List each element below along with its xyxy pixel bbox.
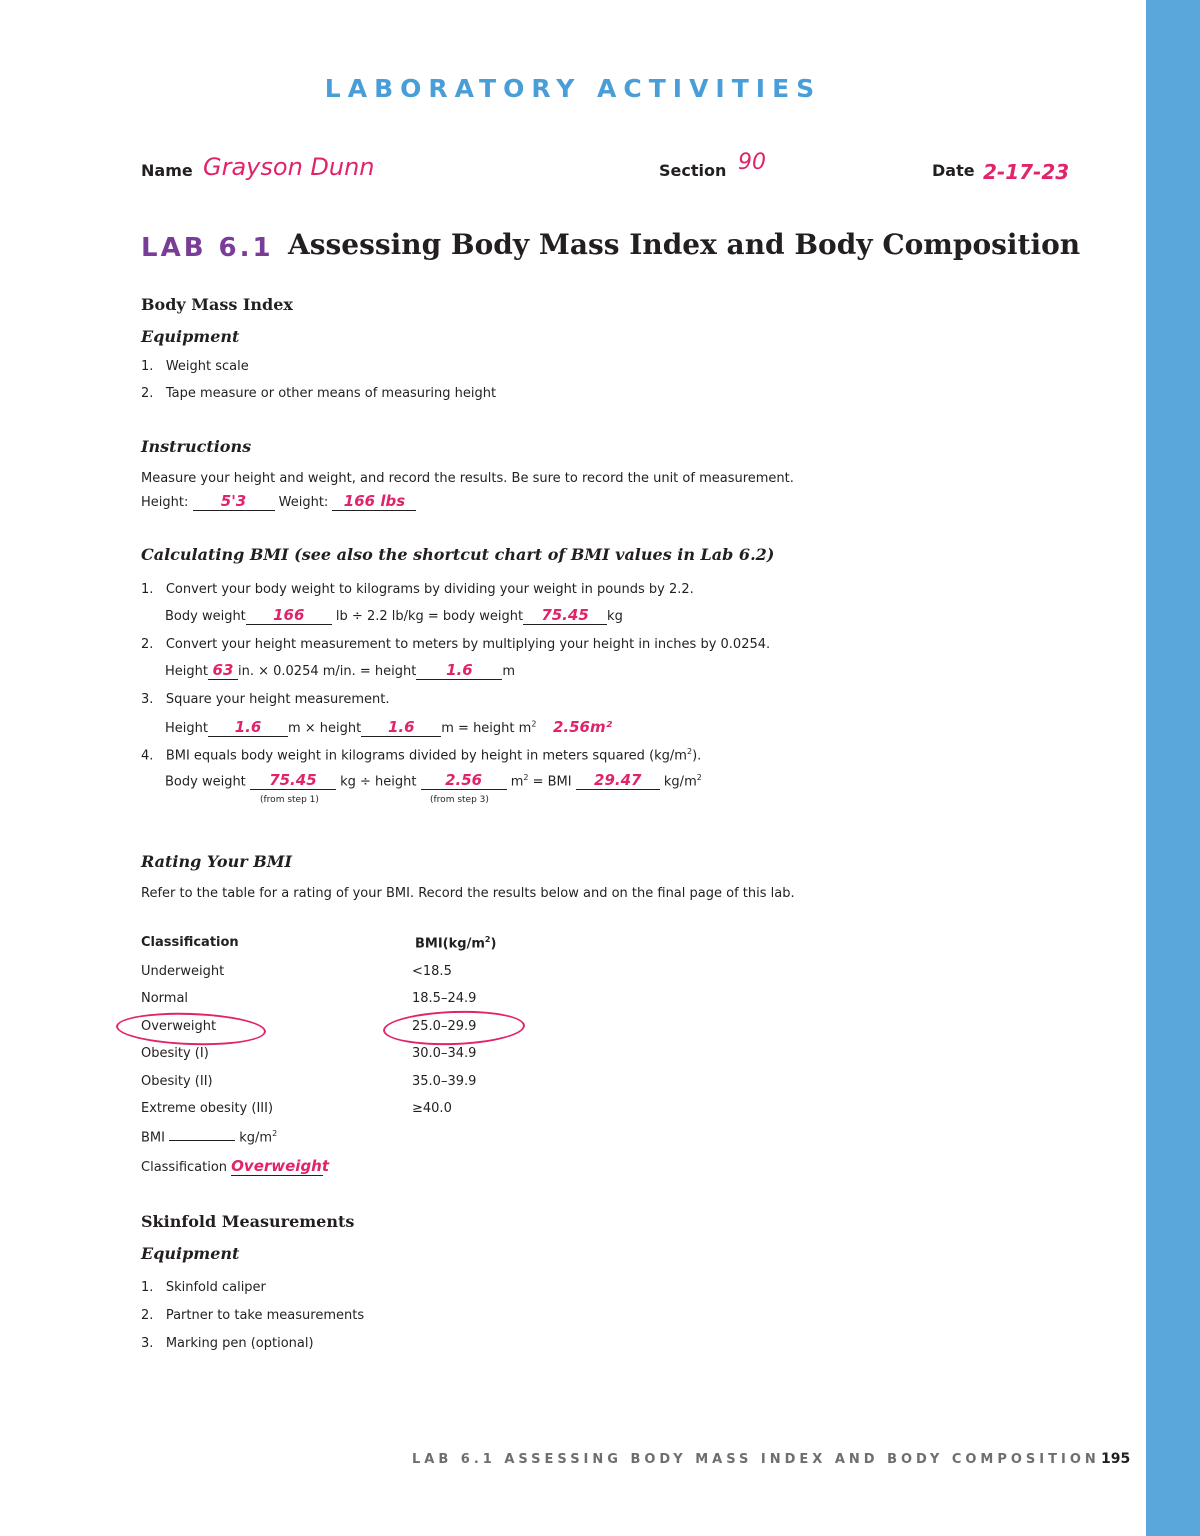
step4-label-d: = BMI (528, 774, 572, 790)
table-row-classification: Underweight (141, 964, 225, 979)
col-classification-header: Classification (141, 935, 239, 950)
overweight-circle-mark (115, 1010, 266, 1047)
step3-label-a: Height (165, 721, 208, 736)
lab-number: LAB 6.1 (141, 233, 274, 263)
step1-label-b: lb ÷ 2.2 lb/kg = body weight (335, 609, 524, 624)
step4-text: 4. BMI equals body weight in kilograms divided by height in meters squared $(kg/m^2)$. (141, 747, 702, 764)
bmi-result-line: BMI $kg/m^2$ (141, 1129, 278, 1146)
step2-value-2: 1.6 (446, 661, 473, 679)
table-row-bmi: 18.5–24.9 (412, 991, 477, 1006)
classification-result-line (141, 1157, 330, 1176)
step2-field-1[interactable] (208, 663, 238, 680)
step3-value-1: 1.6 (234, 718, 262, 736)
step4-label-e: kg/m (663, 774, 697, 790)
classification-result-field[interactable] (231, 1157, 330, 1176)
section-label: Section (659, 161, 727, 180)
step2-label-a: Height (165, 664, 208, 679)
step4-value-3: 29.47 (594, 771, 642, 790)
calc-heading: Calculating BMI (see also the shortcut chart of BMI values in Lab 6.2) (141, 545, 775, 564)
step3-label-b: m × height (287, 721, 362, 736)
height-field[interactable] (193, 494, 275, 511)
table-row-bmi: 35.0–39.9 (412, 1074, 477, 1089)
from-step1-note: (from step 1) (260, 795, 319, 805)
rating-heading: Rating Your BMI (141, 852, 292, 871)
page-number: 195 (1101, 1451, 1131, 1467)
weight-label: Weight: (278, 495, 329, 510)
step1-value-2: 75.45 (541, 606, 589, 624)
classification-result-value: Overweight (231, 1157, 330, 1175)
bmi-result-field[interactable] (169, 1140, 235, 1141)
equipment-item-label: Tape measure or other means of measuring height (165, 386, 497, 401)
step2-field-2[interactable] (416, 663, 502, 680)
skinfold-equipment-item: 3. Marking pen (optional) (141, 1336, 314, 1351)
table-row-classification: Obesity (II) (141, 1074, 213, 1089)
step3-text: 3. Square your height measurement. (141, 692, 390, 707)
rating-text: Refer to the table for a rating of your BMI. Record the results below and on the final page of this lab. (141, 886, 795, 901)
step2-label-c: m (502, 664, 516, 679)
step4-instruction: BMI equals body weight in kilograms divided by height in meters squared (kg/m (165, 748, 687, 764)
step1-instruction: Convert your body weight to kilograms by dividing your weight in pounds by 2.2. (165, 582, 694, 597)
section-value[interactable]: 90 (738, 150, 766, 175)
step1-label-a: Body weight (165, 609, 246, 624)
step4-value-1: 75.45 (269, 771, 317, 790)
page-edge-bar (1146, 0, 1200, 1536)
skinfold-equipment-label: Partner to take measurements (165, 1308, 365, 1323)
height-label: Height: (141, 495, 189, 510)
from-step3-note: (from step 3) (430, 795, 489, 805)
equipment-item-label: Weight scale (165, 359, 249, 374)
table-row-bmi: 25.0–29.9 (412, 1019, 477, 1034)
bmi-heading: Body Mass Index (141, 295, 293, 314)
date-value[interactable]: 2-17-23 (983, 160, 1070, 184)
step3-instruction: Square your height measurement. (165, 692, 390, 707)
step4-label-a: Body weight (165, 774, 246, 790)
step1-field-1[interactable] (246, 608, 332, 625)
table-row-bmi: ≥40.0 (412, 1101, 452, 1116)
step2-calc (165, 663, 515, 680)
table-row-bmi: 30.0–34.9 (412, 1046, 477, 1061)
table-row-classification: Extreme obesity (III) (141, 1101, 274, 1116)
step3-value-2: 1.6 (387, 718, 415, 736)
step4-field-1[interactable] (250, 773, 336, 790)
table-row-classification: Obesity (I) (141, 1046, 209, 1061)
weight-value: 166 lbs (343, 492, 406, 510)
step3-field-1[interactable] (208, 720, 288, 737)
step4-instruction-end: ). (692, 748, 702, 764)
step2-value-1: 63 (212, 661, 234, 679)
table-row-classification: Normal (141, 991, 189, 1006)
col-bmi-header: $BMI(kg/m^2)$ (415, 935, 497, 952)
step1-value-1: 166 (273, 606, 305, 624)
instructions-text: Measure your height and weight, and record the results. Be sure to record the unit of measurement. (141, 471, 794, 486)
skinfold-equipment-item: 1. Skinfold caliper (141, 1280, 266, 1295)
step3-calc: Height 1.6 m × height 1.6 m = height $m^2$ 2.56m² (165, 718, 613, 736)
equipment-item: 2. Tape measure or other means of measuring height (141, 386, 497, 401)
step4-calc: Body weight 75.45 kg ÷ height 2.56 $m^2$ = BMI 29.47 $kg/m^2$ (165, 771, 702, 790)
date-label: Date (932, 161, 975, 180)
lab-title: Assessing Body Mass Index and Body Composition (288, 228, 1081, 261)
name-label: Name (141, 161, 193, 180)
weight-field[interactable] (332, 494, 416, 511)
table-row-classification: Overweight (141, 1019, 217, 1034)
step2-text: 2. Convert your height measurement to meters by multiplying your height in inches by 0.0254. (141, 637, 771, 652)
step4-label-c: m (510, 774, 524, 790)
step4-field-3[interactable] (576, 773, 660, 790)
running-footer-title: LAB 6.1 ASSESSING BODY MASS INDEX AND BODY COMPOSITION (412, 1452, 1100, 1467)
overweight-bmi-circle-mark (382, 1009, 525, 1048)
height-value: 5'3 (220, 492, 247, 510)
page-header-title: LABORATORY ACTIVITIES (324, 74, 822, 103)
instructions-heading: Instructions (141, 437, 252, 456)
step3-label-c: m = height m (441, 721, 532, 736)
name-value[interactable]: Grayson Dunn (203, 153, 375, 181)
skinfold-equipment-heading: Equipment (141, 1244, 240, 1263)
height-weight-line (141, 494, 416, 511)
bmi-equipment-heading: Equipment (141, 327, 240, 346)
step4-label-b: kg ÷ height (340, 774, 417, 790)
skinfold-equipment-item: 2. Partner to take measurements (141, 1308, 365, 1323)
step2-instruction: Convert your height measurement to meters by multiplying your height in inches by 0.0254. (165, 637, 771, 652)
col-bmi-label: BMI(kg/m (415, 936, 485, 952)
col-bmi-label-end: ) (490, 936, 497, 952)
step3-field-2[interactable] (361, 720, 441, 737)
skinfold-equipment-label: Marking pen (optional) (165, 1336, 314, 1351)
step1-text: 1. Convert your body weight to kilograms by dividing your weight in pounds by 2.2. (141, 582, 694, 597)
table-row-bmi: <18.5 (412, 964, 452, 979)
step1-label-c: kg (607, 609, 623, 624)
step4-field-2[interactable] (421, 773, 507, 790)
step2-label-b: in. × 0.0254 m/in. = height (237, 664, 417, 679)
classification-result-label: Classification (141, 1160, 228, 1175)
skinfold-heading: Skinfold Measurements (141, 1212, 355, 1231)
step4-value-2: 2.56 (445, 771, 483, 790)
step1-calc (165, 608, 623, 625)
step3-value-3[interactable]: 2.56m² (552, 718, 613, 736)
bmi-result-label: BMI (141, 1130, 165, 1146)
skinfold-equipment-label: Skinfold caliper (165, 1280, 266, 1295)
bmi-result-unit: kg/m (239, 1130, 273, 1146)
step1-field-2[interactable] (523, 608, 607, 625)
equipment-item: 1. Weight scale (141, 359, 249, 374)
